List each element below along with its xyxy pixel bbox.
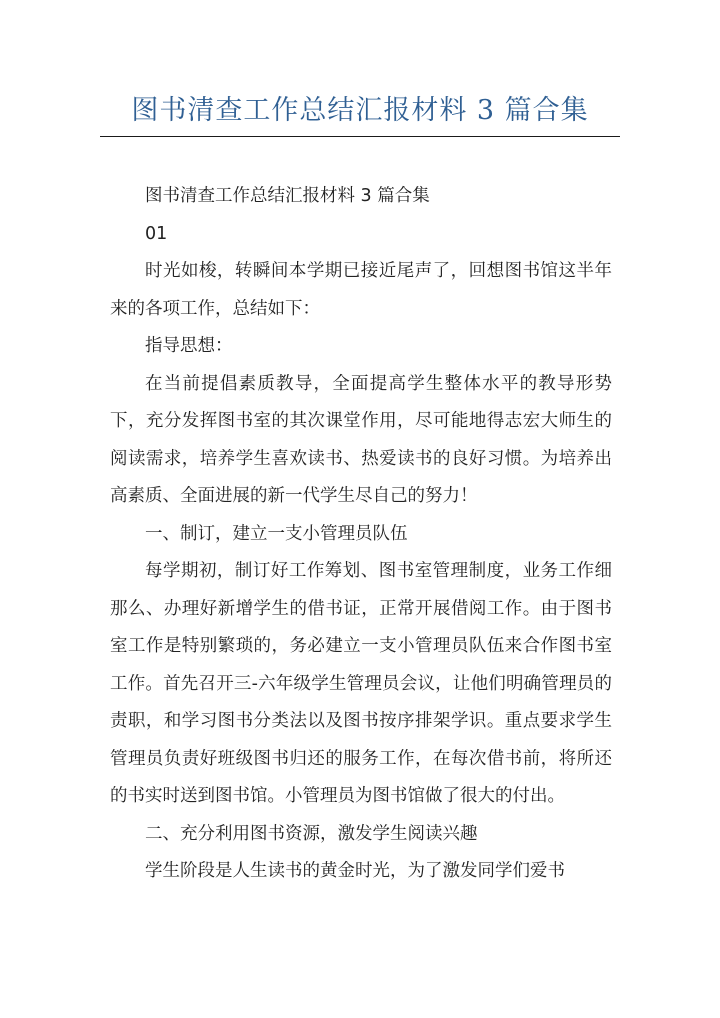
- document-body: [110, 178, 612, 891]
- paragraph-heading-1: 一、制订，建立一支小管理员队伍: [145, 523, 408, 544]
- paragraph-subtitle: 图书清查工作总结汇报材料 3 篇合集: [145, 186, 430, 206]
- paragraph-section-1: 每学期初，制订好工作筹划、图书室管理制度，业务工作细那么、办理好新增学生的借书证，正常开展借阅工作。由于图书室工作是特别繁琐的，务必建立一支小管理员队伍来合作图书室工作。首先召开三-六年级学生管理员会议，让他们明确管理员的责职，和学习图书分类法以及图书按序排架学识。重点要求学生管理员负责好班级图书归还的服务工作，在每次借书前，将所还的书实时送到图书馆。小管理员为图书馆做了很大的付出。: [110, 561, 612, 806]
- paragraph-intro: 时光如梭，转瞬间本学期已接近尾声了，回想图书馆这半年来的各项工作，总结如下：: [110, 261, 612, 319]
- page-title: 图书清查工作总结汇报材料 3 篇合集: [131, 95, 589, 126]
- paragraph-section-number: 01: [145, 223, 168, 244]
- paragraph-guiding-thought: 在当前提倡素质教导，全面提高学生整体水平的教导形势下，充分发挥图书室的其次课堂作用，尽可能地得志宏大师生的阅读需求，培养学生喜欢读书、热爱读书的良好习惯。为培养出高素质、全面进展的新一代学生尽自己的努力！: [110, 373, 612, 506]
- title-divider: [100, 136, 620, 137]
- paragraph-heading-2: 二、充分利用图书资源，激发学生阅读兴趣: [145, 823, 478, 844]
- paragraph-section-2: 学生阶段是人生读书的黄金时光，为了激发同学们爱书: [145, 861, 565, 881]
- paragraph-heading-guiding-thought: 指导思想：: [145, 336, 233, 356]
